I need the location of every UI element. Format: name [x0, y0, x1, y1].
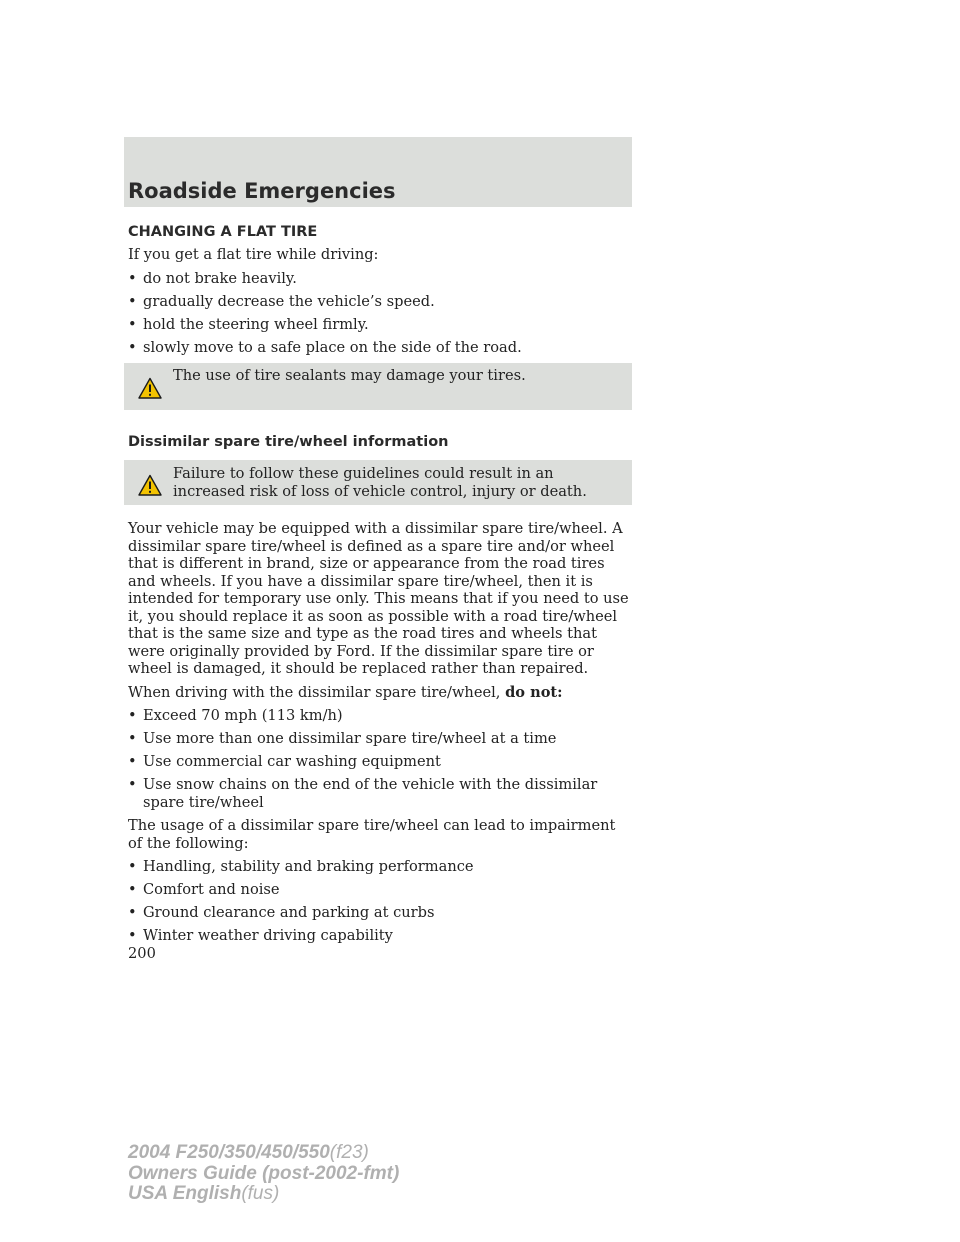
impairments-list — [128, 858, 632, 945]
flat-tire-intro: If you get a flat tire while driving: — [128, 246, 379, 263]
list-item: • Winter weather driving capability — [128, 927, 393, 944]
warning-triangle-icon — [138, 474, 162, 496]
bullet-dot: • — [128, 776, 137, 793]
list-item: • hold the steering wheel firmly. — [128, 315, 369, 333]
footer-line-language: USA English(fus) — [128, 1183, 280, 1204]
list-item: • Use more than one dissimilar spare tire/wheel at a time — [128, 730, 557, 747]
section-heading-dissimilar-spare: Dissimilar spare tire/wheel information — [128, 434, 449, 450]
list-item: • Comfort and noise — [128, 881, 280, 898]
warning-text: Failure to follow these guidelines could result in an increased risk of loss of vehicle control, injury or death. — [173, 465, 587, 500]
page-number: 200 — [128, 945, 156, 962]
do-not-list — [128, 707, 632, 811]
bullet-dot: • — [128, 753, 137, 770]
section-heading-flat-tire: CHANGING A FLAT TIRE — [128, 224, 318, 240]
list-item: • Handling, stability and braking performance — [128, 858, 474, 875]
warning-text: The use of tire sealants may damage your tires. — [173, 367, 526, 384]
bullet-dot: • — [128, 904, 137, 921]
usage-intro: The usage of a dissimilar spare tire/wheel can lead to impairment of the following: — [128, 817, 616, 852]
footer-line-guide: Owners Guide (post-2002-fmt) — [128, 1162, 400, 1184]
dissimilar-spare-paragraph: Your vehicle may be equipped with a dissimilar spare tire/wheel. A dissimilar spare tire/wheel is defined as a spare tire and/or wheel that is different in brand, size or appearance from the road tires and wheels. If you have a dissimilar spare tire/wheel, then it is intended for temporary use only. This means that if you need to use it, you should replace it as soon as possible with a road tire/wheel that is the same size and type as the road tires and wheels that were originally provided by Ford. If the dissimilar spare tire or wheel is damaged, it should be replaced rather than repaired. — [128, 520, 629, 677]
flat-tire-list — [128, 270, 632, 357]
bullet-dot: • — [128, 858, 137, 875]
page-title: Roadside Emergencies — [128, 179, 396, 203]
list-item: • Use snow chains on the end of the vehicle with the dissimilar spare tire/wheel — [128, 776, 598, 811]
list-item: • Exceed 70 mph (113 km/h) — [128, 707, 343, 724]
footer-line-model: 2004 F250/350/450/550(f23) — [128, 1142, 369, 1163]
warning-box-sealant — [124, 363, 632, 410]
bullet-dot: • — [128, 338, 137, 356]
driving-intro: When driving with the dissimilar spare tire/wheel, do not: — [128, 683, 563, 701]
list-item: • Use commercial car washing equipment — [128, 753, 441, 770]
bullet-dot: • — [128, 269, 137, 287]
bullet-dot: • — [128, 292, 137, 310]
bullet-dot: • — [128, 881, 137, 898]
list-item: • do not brake heavily. — [128, 269, 297, 287]
document-footer — [128, 1143, 399, 1205]
page-content — [128, 223, 632, 945]
warning-box-guidelines — [124, 460, 632, 505]
list-item: • slowly move to a safe place on the side of the road. — [128, 338, 522, 356]
list-item: • gradually decrease the vehicle’s speed. — [128, 292, 435, 310]
list-item: • Ground clearance and parking at curbs — [128, 904, 435, 921]
bullet-dot: • — [128, 927, 137, 944]
warning-triangle-icon — [138, 377, 162, 399]
bullet-dot: • — [128, 315, 137, 333]
bullet-dot: • — [128, 707, 137, 724]
bullet-dot: • — [128, 730, 137, 747]
